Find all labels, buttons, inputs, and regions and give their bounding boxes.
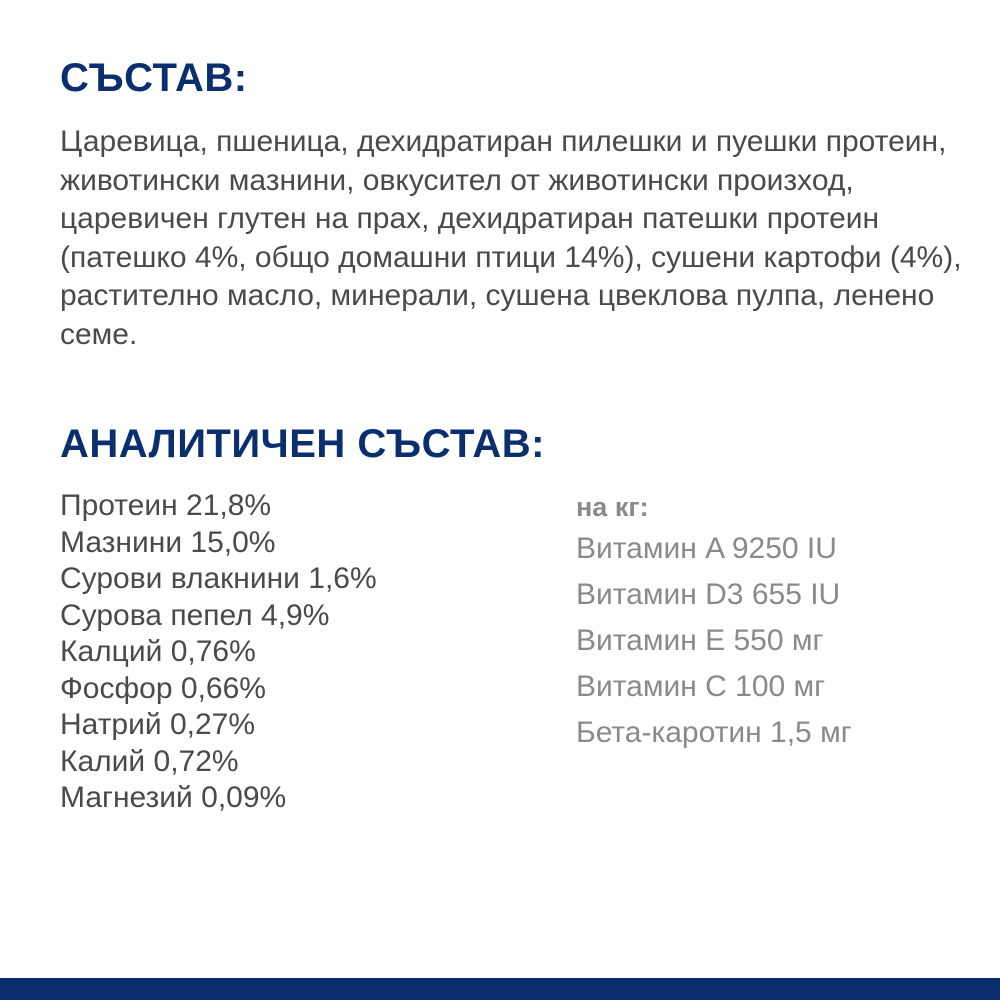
vitamin-item: Витамин E 550 мг [576, 624, 824, 657]
composition-text: Царевица, пшеница, дехидратиран пилешки и пуешки протеин, животински мазнини, овкусител от животински произход, царевичен глутен на прах, дехидратиран патешки протеин (патешко 4%, общо домашни птици 14%), сушени картофи (4%), растително масло, минерали, сушена цвеклова пулпа, ленено семе. [60, 125, 962, 351]
vitamin-item: Витамин A 9250 IU [576, 532, 837, 565]
per-kg-label: на кг: [576, 492, 649, 522]
vitamin-item: Витамин C 100 мг [576, 670, 826, 703]
nutrient-item: Фосфор 0,66% [60, 671, 266, 705]
nutrient-item: Сурова пепел 4,9% [60, 598, 330, 632]
analytical-heading: АНАЛИТИЧЕН СЪСТАВ: [60, 422, 545, 466]
nutrient-item: Натрий 0,27% [60, 708, 256, 741]
nutrient-item: Протеин 21,8% [60, 489, 272, 522]
composition-heading: СЪСТАВ: [60, 56, 248, 100]
nutrient-item: Калий 0,72% [60, 744, 239, 778]
nutrient-item: Магнезий 0,09% [60, 781, 287, 814]
vitamin-list [576, 526, 976, 756]
nutrient-list [60, 488, 540, 817]
footer-bar [0, 978, 1000, 1000]
nutrient-item: Калций 0,76% [60, 635, 256, 668]
vitamin-item: Бета-каротин 1,5 мг [576, 716, 852, 749]
nutrient-item: Сурови влакнини 1,6% [60, 562, 377, 595]
vitamin-item: Витамин D3 655 IU [576, 578, 841, 611]
vitamin-section [576, 488, 976, 756]
nutrient-item: Мазнини 15,0% [60, 525, 276, 559]
